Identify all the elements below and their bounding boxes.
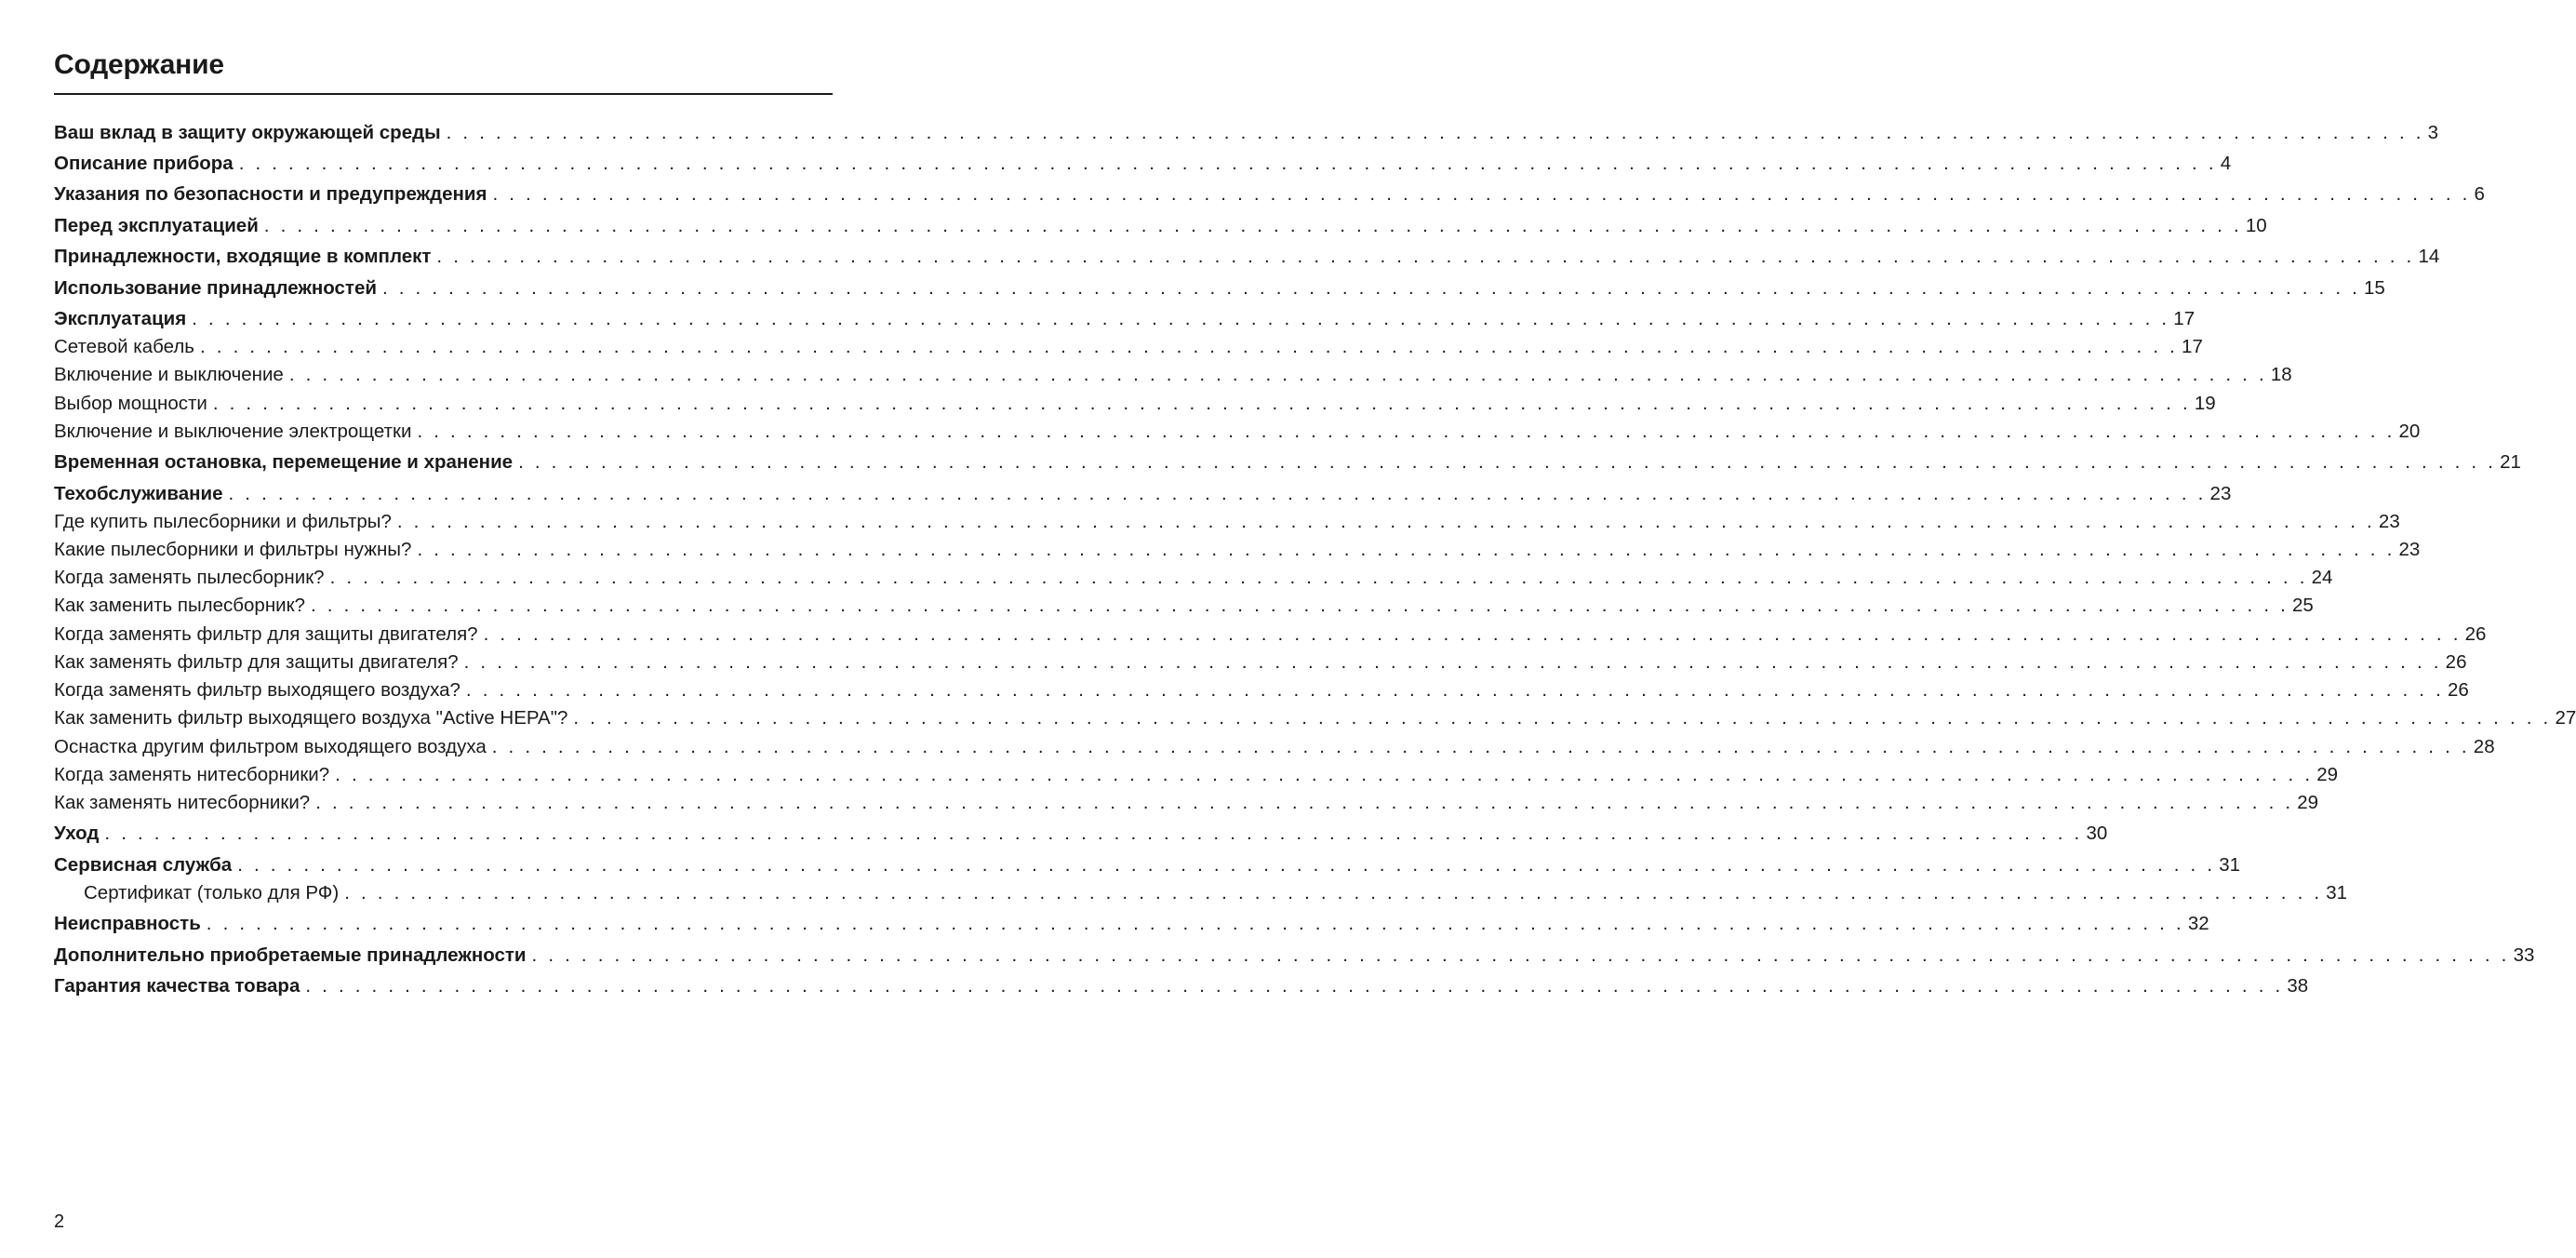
toc-dot-leader: . . . . . . . . . . . . . . . . . . . . . . . . . . . . . . . . . . . . . . . . . . . . . . . . . . . . . . . . . . . . . . . . . . . . . . . . . . . . . . . . . . . . . . . . . . . . . . . . . . . . . . . . . . . . . . . . . . . . . . . . [518, 451, 2497, 473]
toc-entry-label: Перед эксплуатацией [54, 215, 259, 236]
toc-entry[interactable] [54, 650, 2467, 675]
toc-entry-label: Сервисная служба [54, 854, 233, 876]
toc-dot-leader: . . . . . . . . . . . . . . . . . . . . . . . . . . . . . . . . . . . . . . . . . . . . . . . . . . . . . . . . . . . . . . . . . . . . . . . . . . . . . . . . . . . . . . . . . . . . . . . . . . . . . . . . . . . . . . . . . . . . . . . . [573, 707, 2552, 729]
toc-entry-page: 17 [2182, 336, 2203, 357]
toc-entry-label: Сетевой кабель [54, 336, 194, 357]
toc-entry-page: 4 [2220, 153, 2232, 174]
toc-entry-label: Когда заменять пылесборник? [54, 567, 325, 588]
toc-entry-page: 21 [2500, 451, 2521, 473]
toc-dot-leader: . . . . . . . . . . . . . . . . . . . . . . . . . . . . . . . . . . . . . . . . . . . . . . . . . . . . . . . . . . . . . . . . . . . . . . . . . . . . . . . . . . . . . . . . . . . . . . . . . . . . . . . . . . . . . . . . . . . . . . . . [335, 764, 2314, 785]
toc-entry[interactable] [54, 420, 2421, 444]
toc-entry-label: Когда заменять фильтр выходящего воздуха? [54, 679, 460, 701]
toc-dot-leader: . . . . . . . . . . . . . . . . . . . . . . . . . . . . . . . . . . . . . . . . . . . . . . . . . . . . . . . . . . . . . . . . . . . . . . . . . . . . . . . . . . . . . . . . . . . . . . . . . . . . . . . . . . . . . . . . . . . . . . . . [288, 364, 2267, 385]
toc-dot-leader: . . . . . . . . . . . . . . . . . . . . . . . . . . . . . . . . . . . . . . . . . . . . . . . . . . . . . . . . . . . . . . . . . . . . . . . . . . . . . . . . . . . . . . . . . . . . . . . . . . . . . . . . . . . . . . . . . . . . . . . . [315, 792, 2294, 813]
toc-entry[interactable] [54, 853, 2241, 877]
toc-entry-label: Неисправность [54, 913, 201, 934]
toc-entry-label: Дополнительно приобретаемые принадлежности [54, 944, 527, 966]
toc-entry-page: 14 [2418, 246, 2440, 267]
toc-entry[interactable] [54, 363, 2292, 387]
toc-entry[interactable] [54, 594, 2314, 618]
toc-entry-page: 26 [2445, 651, 2467, 673]
toc-dot-leader: . . . . . . . . . . . . . . . . . . . . . . . . . . . . . . . . . . . . . . . . . . . . . . . . . . . . . . . . . . . . . . . . . . . . . . . . . . . . . . . . . . . . . . . . . . . . . . . . . . . . . . . . . . . . . . . . . . . . . . . . [463, 651, 2442, 673]
toc-entry-label: Временная остановка, перемещение и хранение [54, 451, 514, 473]
toc-entry-label: Гарантия качества товара [54, 975, 300, 997]
toc-entry-page: 31 [2326, 882, 2348, 903]
toc-entry[interactable] [54, 763, 2339, 787]
toc-entry-label: Оснастка другим фильтром выходящего воздуха [54, 736, 487, 757]
page-number: 2 [54, 1211, 65, 1232]
toc-entry-page: 29 [2316, 764, 2339, 785]
toc-dot-leader: . . . . . . . . . . . . . . . . . . . . . . . . . . . . . . . . . . . . . . . . . . . . . . . . . . . . . . . . . . . . . . . . . . . . . . . . . . . . . . . . . . . . . . . . . . . . . . . . . . . . . . . . . . . . . . . . . . . . . . . . [212, 393, 2191, 414]
toc-dot-leader: . . . . . . . . . . . . . . . . . . . . . . . . . . . . . . . . . . . . . . . . . . . . . . . . . . . . . . . . . . . . . . . . . . . . . . . . . . . . . . . . . . . . . . . . . . . . . . . . . . . . . . . . . . . . . . . . . . . . . . . . [200, 336, 2179, 357]
toc-entry-page: 23 [2378, 511, 2400, 532]
toc-entry[interactable] [54, 152, 2232, 176]
toc-entry-label: Описание прибора [54, 153, 234, 174]
toc-entry[interactable] [54, 944, 2535, 968]
toc-dot-leader: . . . . . . . . . . . . . . . . . . . . . . . . . . . . . . . . . . . . . . . . . . . . . . . . . . . . . . . . . . . . . . . . . . . . . . . . . . . . . . . . . . . . . . . . . . . . . . . . . . . . . . . . . . . . . . . . . . . . . . . . [396, 511, 2375, 532]
toc-entry-label: Выбор мощности [54, 393, 207, 414]
toc-entry[interactable] [54, 791, 2319, 815]
toc-entry-page: 25 [2292, 595, 2314, 616]
toc-dot-leader: . . . . . . . . . . . . . . . . . . . . . . . . . . . . . . . . . . . . . . . . . . . . . . . . . . . . . . . . . . . . . . . . . . . . . . . . . . . . . . . . . . . . . . . . . . . . . . . . . . . . . . . . . . . . . . . . . . . . . . . . [104, 823, 2083, 844]
toc-dot-leader: . . . . . . . . . . . . . . . . . . . . . . . . . . . . . . . . . . . . . . . . . . . . . . . . . . . . . . . . . . . . . . . . . . . . . . . . . . . . . . . . . . . . . . . . . . . . . . . . . . . . . . . . . . . . . . . . . . . . . . . . [305, 975, 2284, 997]
toc-dot-leader: . . . . . . . . . . . . . . . . . . . . . . . . . . . . . . . . . . . . . . . . . . . . . . . . . . . . . . . . . . . . . . . . . . . . . . . . . . . . . . . . . . . . . . . . . . . . . . . . . . . . . . . . . . . . . . . . . . . . . . . . [310, 595, 2289, 616]
toc-entry-page: 24 [2311, 567, 2333, 588]
toc-dot-leader: . . . . . . . . . . . . . . . . . . . . . . . . . . . . . . . . . . . . . . . . . . . . . . . . . . . . . . . . . . . . . . . . . . . . . . . . . . . . . . . . . . . . . . . . . . . . . . . . . . . . . . . . . . . . . . . . . . . . . . . . [237, 854, 2216, 876]
toc-entry-label: Как заменять фильтр для защиты двигателя? [54, 651, 459, 673]
toc-entry[interactable] [54, 276, 2385, 301]
toc-entry[interactable] [54, 912, 2209, 936]
toc-dot-leader: . . . . . . . . . . . . . . . . . . . . . . . . . . . . . . . . . . . . . . . . . . . . . . . . . . . . . . . . . . . . . . . . . . . . . . . . . . . . . . . . . . . . . . . . . . . . . . . . . . . . . . . . . . . . . . . . . . . . . . . . [329, 567, 2308, 588]
toc-entry[interactable] [54, 335, 2203, 359]
toc-entry-page: 33 [2513, 944, 2535, 966]
toc-entry-label: Техобслуживание [54, 483, 223, 504]
toc-entry-page: 20 [2398, 421, 2421, 442]
page-title: Содержание [54, 49, 224, 80]
toc-entry-page: 26 [2447, 679, 2469, 701]
toc-entry-page: 18 [2270, 364, 2292, 385]
toc-entry-page: 23 [2398, 539, 2421, 560]
toc-entry[interactable] [54, 822, 2108, 846]
toc-dot-leader: . . . . . . . . . . . . . . . . . . . . . . . . . . . . . . . . . . . . . . . . . . . . . . . . . . . . . . . . . . . . . . . . . . . . . . . . . . . . . . . . . . . . . . . . . . . . . . . . . . . . . . . . . . . . . . . . . . . . . . . . [465, 679, 2444, 701]
toc-entry-page: 10 [2245, 215, 2267, 236]
toc-entry[interactable] [54, 706, 2576, 730]
toc-entry-page: 19 [2194, 393, 2216, 414]
toc-entry-label: Какие пылесборники и фильтры нужны? [54, 539, 412, 560]
title-divider [54, 93, 833, 95]
toc-dot-leader: . . . . . . . . . . . . . . . . . . . . . . . . . . . . . . . . . . . . . . . . . . . . . . . . . . . . . . . . . . . . . . . . . . . . . . . . . . . . . . . . . . . . . . . . . . . . . . . . . . . . . . . . . . . . . . . . . . . . . . . . [446, 122, 2424, 143]
toc-dot-leader: . . . . . . . . . . . . . . . . . . . . . . . . . . . . . . . . . . . . . . . . . . . . . . . . . . . . . . . . . . . . . . . . . . . . . . . . . . . . . . . . . . . . . . . . . . . . . . . . . . . . . . . . . . . . . . . . . . . . . . . . [491, 736, 2470, 757]
toc-entry-label: Включение и выключение электрощетки [54, 421, 412, 442]
toc-dot-leader: . . . . . . . . . . . . . . . . . . . . . . . . . . . . . . . . . . . . . . . . . . . . . . . . . . . . . . . . . . . . . . . . . . . . . . . . . . . . . . . . . . . . . . . . . . . . . . . . . . . . . . . . . . . . . . . . . . . . . . . . [228, 483, 2207, 504]
toc-entry[interactable] [54, 538, 2421, 562]
toc-entry-page: 26 [2464, 623, 2487, 645]
toc-entry-label: Указания по безопасности и предупреждения [54, 183, 487, 205]
toc-entry-label: Когда заменять нитесборники? [54, 764, 330, 785]
toc-dot-leader: . . . . . . . . . . . . . . . . . . . . . . . . . . . . . . . . . . . . . . . . . . . . . . . . . . . . . . . . . . . . . . . . . . . . . . . . . . . . . . . . . . . . . . . . . . . . . . . . . . . . . . . . . . . . . . . . . . . . . . . . [238, 153, 2217, 174]
toc-entry-page: 23 [2209, 483, 2232, 504]
toc-entry-label: Как заменять нитесборники? [54, 792, 311, 813]
toc-dot-leader: . . . . . . . . . . . . . . . . . . . . . . . . . . . . . . . . . . . . . . . . . . . . . . . . . . . . . . . . . . . . . . . . . . . . . . . . . . . . . . . . . . . . . . . . . . . . . . . . . . . . . . . . . . . . . . . . . . . . . . . . [492, 183, 2471, 205]
toc-entry-label: Уход [54, 823, 100, 844]
toc-entry-label: Включение и выключение [54, 364, 284, 385]
toc-entry-page: 27 [2555, 707, 2576, 729]
toc-dot-leader: . . . . . . . . . . . . . . . . . . . . . . . . . . . . . . . . . . . . . . . . . . . . . . . . . . . . . . . . . . . . . . . . . . . . . . . . . . . . . . . . . . . . . . . . . . . . . . . . . . . . . . . . . . . . . . . . . . . . . . . . [483, 623, 2462, 645]
toc-entry[interactable] [54, 450, 2521, 475]
toc-entry-page: 17 [2173, 308, 2196, 329]
toc-entry[interactable] [54, 566, 2333, 590]
toc-entry[interactable] [84, 881, 2348, 905]
toc-entry[interactable] [54, 392, 2216, 416]
toc-entry-label: Принадлежности, входящие в комплект [54, 246, 432, 267]
toc-dot-leader: . . . . . . . . . . . . . . . . . . . . . . . . . . . . . . . . . . . . . . . . . . . . . . . . . . . . . . . . . . . . . . . . . . . . . . . . . . . . . . . . . . . . . . . . . . . . . . . . . . . . . . . . . . . . . . . . . . . . . . . . [531, 944, 2510, 966]
toc-entry-page: 6 [2474, 183, 2485, 205]
toc-dot-leader: . . . . . . . . . . . . . . . . . . . . . . . . . . . . . . . . . . . . . . . . . . . . . . . . . . . . . . . . . . . . . . . . . . . . . . . . . . . . . . . . . . . . . . . . . . . . . . . . . . . . . . . . . . . . . . . . . . . . . . . . [436, 246, 2415, 267]
toc-entry[interactable] [54, 678, 2469, 703]
toc-dot-leader: . . . . . . . . . . . . . . . . . . . . . . . . . . . . . . . . . . . . . . . . . . . . . . . . . . . . . . . . . . . . . . . . . . . . . . . . . . . . . . . . . . . . . . . . . . . . . . . . . . . . . . . . . . . . . . . . . . . . . . . . [192, 308, 2170, 329]
toc-dot-leader: . . . . . . . . . . . . . . . . . . . . . . . . . . . . . . . . . . . . . . . . . . . . . . . . . . . . . . . . . . . . . . . . . . . . . . . . . . . . . . . . . . . . . . . . . . . . . . . . . . . . . . . . . . . . . . . . . . . . . . . . [417, 539, 2396, 560]
toc-entry[interactable] [54, 482, 2232, 506]
toc-entry-label: Как заменить фильтр выходящего воздуха "Active HEPA"? [54, 707, 568, 729]
toc-entry-page: 31 [2219, 854, 2241, 876]
toc-entry-label: Как заменить пылесборник? [54, 595, 305, 616]
toc-entry-page: 32 [2187, 913, 2209, 934]
toc-entry-page: 29 [2297, 792, 2319, 813]
toc-dot-leader: . . . . . . . . . . . . . . . . . . . . . . . . . . . . . . . . . . . . . . . . . . . . . . . . . . . . . . . . . . . . . . . . . . . . . . . . . . . . . . . . . . . . . . . . . . . . . . . . . . . . . . . . . . . . . . . . . . . . . . . . [344, 882, 2323, 903]
toc-entry[interactable] [54, 622, 2487, 647]
toc-entry-label: Использование принадлежностей [54, 277, 377, 299]
toc-entry[interactable] [54, 214, 2267, 238]
toc-entry[interactable] [54, 735, 2495, 759]
toc-entry-label: Ваш вклад в защиту окружающей среды [54, 122, 441, 143]
toc-entry[interactable] [54, 307, 2196, 331]
toc-entry[interactable] [54, 182, 2485, 207]
toc-dot-leader: . . . . . . . . . . . . . . . . . . . . . . . . . . . . . . . . . . . . . . . . . . . . . . . . . . . . . . . . . . . . . . . . . . . . . . . . . . . . . . . . . . . . . . . . . . . . . . . . . . . . . . . . . . . . . . . . . . . . . . . . [206, 913, 2184, 934]
toc-dot-leader: . . . . . . . . . . . . . . . . . . . . . . . . . . . . . . . . . . . . . . . . . . . . . . . . . . . . . . . . . . . . . . . . . . . . . . . . . . . . . . . . . . . . . . . . . . . . . . . . . . . . . . . . . . . . . . . . . . . . . . . . [417, 421, 2396, 442]
toc-entry-page: 15 [2364, 277, 2385, 299]
toc-entry[interactable] [54, 121, 2439, 145]
toc-entry-page: 28 [2473, 736, 2495, 757]
toc-entry-label: Где купить пылесборники и фильтры? [54, 511, 392, 532]
toc-entry[interactable] [54, 510, 2400, 534]
toc-entry-label: Когда заменять фильтр для защиты двигателя? [54, 623, 478, 645]
toc-entry-page: 38 [2287, 975, 2309, 997]
toc-entry-page: 3 [2427, 122, 2439, 143]
toc-entry-page: 30 [2086, 823, 2108, 844]
toc-entry-label: Эксплуатация [54, 308, 187, 329]
toc-dot-leader: . . . . . . . . . . . . . . . . . . . . . . . . . . . . . . . . . . . . . . . . . . . . . . . . . . . . . . . . . . . . . . . . . . . . . . . . . . . . . . . . . . . . . . . . . . . . . . . . . . . . . . . . . . . . . . . . . . . . . . . . [263, 215, 2242, 236]
toc-entry[interactable] [54, 974, 2309, 998]
toc-dot-leader: . . . . . . . . . . . . . . . . . . . . . . . . . . . . . . . . . . . . . . . . . . . . . . . . . . . . . . . . . . . . . . . . . . . . . . . . . . . . . . . . . . . . . . . . . . . . . . . . . . . . . . . . . . . . . . . . . . . . . . . . [381, 277, 2361, 299]
toc-entry-label: Сертификат (только для РФ) [84, 882, 340, 903]
toc-entry[interactable] [54, 245, 2440, 269]
